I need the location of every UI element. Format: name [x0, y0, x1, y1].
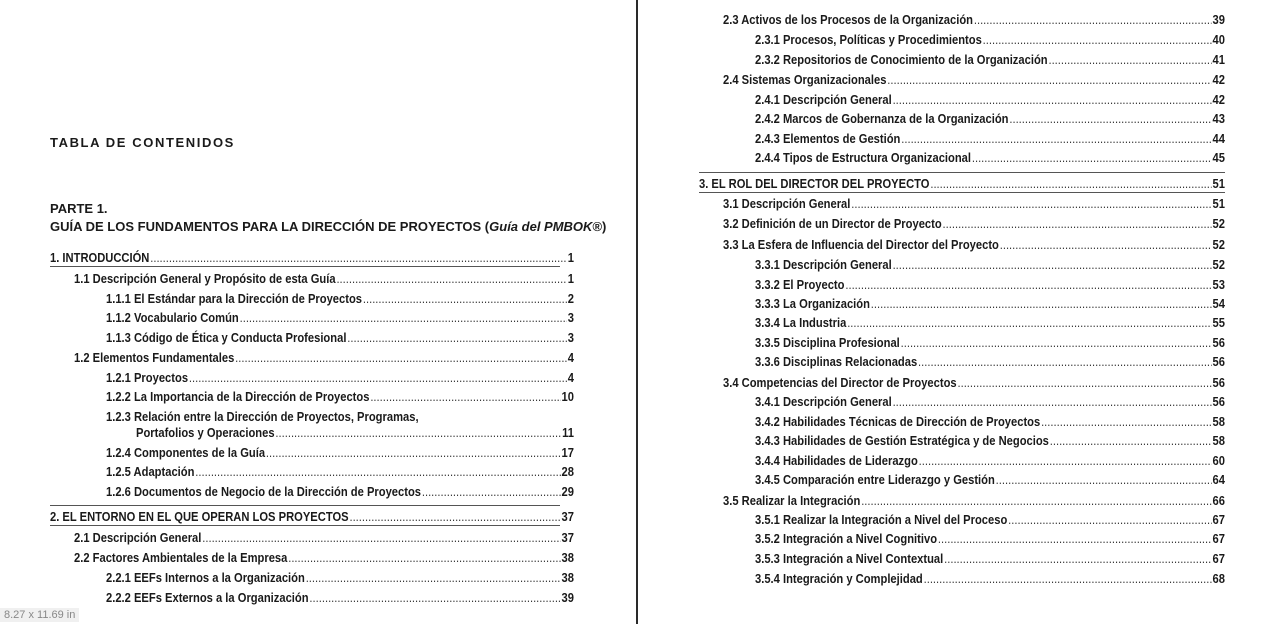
toc-entry-title: 1. INTRODUCCIÓN [50, 250, 150, 265]
toc-entry-page: 42 [1212, 72, 1225, 87]
toc-entry-leader [1000, 237, 1212, 252]
toc-entry[interactable] [755, 453, 1225, 468]
section-rule [50, 525, 560, 526]
toc-entry[interactable] [106, 370, 574, 385]
toc-entry-title: 1.2.4 Componentes de la Guía [106, 445, 266, 460]
toc-entry[interactable] [106, 484, 574, 499]
toc-entry-title: 3.4.3 Habilidades de Gestión Estratégica y de Negocios [755, 433, 1049, 448]
toc-entry[interactable] [755, 92, 1225, 107]
toc-entry-page: 29 [561, 484, 574, 499]
toc-entry-title: 1.1 Descripción General y Propósito de esta Guía [74, 271, 336, 286]
toc-entry-title: 3.4.1 Descripción General [755, 394, 892, 409]
toc-entry-title: 2. EL ENTORNO EN EL QUE OPERAN LOS PROYECTOS [50, 509, 349, 524]
toc-entry-title: 1.1.2 Vocabulario Común [106, 310, 239, 325]
toc-entry-page: 56 [1212, 354, 1225, 369]
toc-entry-page: 66 [1212, 493, 1225, 508]
toc-entry-leader [349, 509, 560, 524]
toc-entry[interactable] [136, 425, 574, 440]
toc-entry[interactable] [755, 414, 1225, 429]
toc-entry-page: 43 [1212, 111, 1225, 126]
toc-entry-leader [893, 257, 1212, 272]
toc-entry-page: 28 [561, 464, 574, 479]
toc-entry-page: 67 [1212, 512, 1225, 527]
toc-entry-leader [845, 277, 1211, 292]
toc-entry-title: 1.2.5 Adaptación [106, 464, 195, 479]
toc-entry-page: 1 [567, 271, 574, 286]
toc-entry-leader [930, 176, 1211, 191]
toc-entry[interactable] [723, 493, 1225, 508]
toc-entry-leader [944, 551, 1212, 566]
toc-entry-title: 1.2.3 Relación entre la Dirección de Proyectos, Programas, [106, 409, 419, 424]
toc-entry[interactable] [755, 296, 1225, 311]
toc-entry-page: 58 [1212, 414, 1225, 429]
toc-entry-title: 1.2.1 Proyectos [106, 370, 189, 385]
toc-entry-page: 39 [561, 590, 574, 605]
toc-entry-page: 60 [1212, 453, 1225, 468]
toc-entry[interactable] [755, 150, 1225, 165]
toc-entry-title: 3.5.4 Integración y Complejidad [755, 571, 923, 586]
toc-entry[interactable] [755, 277, 1225, 292]
toc-entry-leader [202, 530, 560, 545]
toc-entry-title: 3.4.5 Comparación entre Liderazgo y Gestión [755, 472, 995, 487]
toc-entry-page: 4 [567, 370, 574, 385]
toc-entry[interactable] [106, 409, 574, 424]
toc-entry-leader [235, 350, 567, 365]
toc-entry-page: 58 [1212, 433, 1225, 448]
toc-entry-title: 2.4.2 Marcos de Gobernanza de la Organización [755, 111, 1009, 126]
toc-entry-title: 3.3.2 El Proyecto [755, 277, 845, 292]
toc-entry[interactable] [106, 291, 574, 306]
toc-entry-leader [943, 216, 1212, 231]
toc-entry[interactable] [755, 571, 1225, 586]
toc-entry-leader [150, 250, 567, 265]
toc-entry-leader [363, 291, 567, 306]
toc-entry[interactable] [50, 250, 574, 265]
toc-entry-leader [974, 12, 1212, 27]
toc-entry-page: 56 [1212, 394, 1225, 409]
toc-entry[interactable] [755, 315, 1225, 330]
toc-entry-title: 3. EL ROL DEL DIRECTOR DEL PROYECTO [699, 176, 930, 191]
toc-entry-title: 3.5.3 Integración a Nivel Contextual [755, 551, 944, 566]
toc-entry[interactable] [755, 394, 1225, 409]
toc-entry-title: Portafolios y Operaciones [136, 425, 275, 440]
toc-entry-page: 67 [1212, 551, 1225, 566]
toc-entry-page: 52 [1212, 257, 1225, 272]
toc-entry-page: 52 [1212, 237, 1225, 252]
toc-entry-leader [1041, 414, 1212, 429]
toc-entry[interactable] [106, 445, 574, 460]
toc-entry-leader [918, 354, 1212, 369]
toc-entry[interactable] [106, 590, 574, 605]
toc-entry-leader [336, 271, 566, 286]
toc-entry-leader [275, 425, 561, 440]
toc-entry-page: 37 [561, 530, 574, 545]
toc-entry-leader [851, 196, 1211, 211]
toc-entry[interactable] [723, 72, 1225, 87]
toc-entry-title: 3.5.2 Integración a Nivel Cognitivo [755, 531, 938, 546]
toc-entry-title: 2.2.1 EEFs Internos a la Organización [106, 570, 305, 585]
toc-entry-leader [887, 72, 1211, 87]
toc-entry[interactable] [74, 530, 574, 545]
toc-entry[interactable] [755, 354, 1225, 369]
toc-entry-title: 2.3 Activos de los Procesos de la Organización [723, 12, 973, 27]
toc-entry-title: 2.2 Factores Ambientales de la Empresa [74, 550, 288, 565]
toc-entry[interactable] [106, 330, 574, 345]
toc-entry-title: 3.3.3 La Organización [755, 296, 870, 311]
toc-entry-page: 37 [561, 509, 574, 524]
toc-entry[interactable] [755, 433, 1225, 448]
toc-entry-title: 3.1 Descripción General [723, 196, 851, 211]
toc-entry[interactable] [106, 389, 574, 404]
toc-entry-title: 3.3.1 Descripción General [755, 257, 892, 272]
toc-entry[interactable] [106, 464, 574, 479]
toc-entry-page: 38 [561, 550, 574, 565]
toc-entry-page: 3 [567, 330, 574, 345]
toc-entry-page: 17 [561, 445, 574, 460]
toc-entry-page: 1 [567, 250, 574, 265]
toc-entry-leader [1050, 433, 1212, 448]
toc-entry-page: 52 [1212, 216, 1225, 231]
toc-entry-leader [919, 453, 1212, 468]
toc-entry-leader [983, 32, 1212, 47]
toc-entry-leader [1008, 512, 1212, 527]
toc-entry-page: 64 [1212, 472, 1225, 487]
toc-entry-title: 1.2.2 La Importancia de la Dirección de Proyectos [106, 389, 370, 404]
section-rule [50, 505, 560, 506]
page-size-label: 8.27 x 11.69 in [0, 608, 79, 622]
toc-entry-page: 53 [1212, 277, 1225, 292]
toc-heading: TABLA DE CONTENIDOS [50, 135, 235, 150]
toc-entry-leader [861, 493, 1212, 508]
toc-entry-leader [189, 370, 567, 385]
toc-entry[interactable] [755, 531, 1225, 546]
page-divider [636, 0, 638, 624]
toc-entry-title: 1.2 Elementos Fundamentales [74, 350, 235, 365]
toc-entry-title: 3.5 Realizar la Integración [723, 493, 861, 508]
toc-entry[interactable] [755, 472, 1225, 487]
toc-entry-page: 44 [1212, 131, 1225, 146]
toc-entry-page: 45 [1212, 150, 1225, 165]
toc-entry[interactable] [723, 12, 1225, 27]
toc-entry-page: 38 [561, 570, 574, 585]
toc-entry-page: 56 [1212, 335, 1225, 350]
toc-entry-title: 1.1.3 Código de Ética y Conducta Profesional [106, 330, 347, 345]
toc-entry[interactable] [50, 509, 574, 524]
toc-entry[interactable] [755, 52, 1225, 67]
toc-entry-title: 2.2.2 EEFs Externos a la Organización [106, 590, 309, 605]
toc-entry[interactable] [74, 271, 574, 286]
toc-entry-title: 2.4.4 Tipos de Estructura Organizacional [755, 150, 972, 165]
toc-entry-title: 3.3.5 Disciplina Profesional [755, 335, 900, 350]
toc-entry[interactable] [74, 550, 574, 565]
section-rule [699, 172, 1225, 173]
toc-entry[interactable] [723, 375, 1225, 390]
toc-entry-title: 2.3.2 Repositorios de Conocimiento de la Organización [755, 52, 1048, 67]
toc-entry-title: 2.1 Descripción General [74, 530, 202, 545]
toc-entry-leader [1048, 52, 1211, 67]
toc-entry[interactable] [699, 176, 1225, 191]
section-rule [50, 266, 560, 267]
toc-entry-page: 3 [567, 310, 574, 325]
toc-entry-leader [847, 315, 1211, 330]
toc-entry-title: 2.4.3 Elementos de Gestión [755, 131, 901, 146]
toc-entry-leader [266, 445, 561, 460]
toc-entry-title: 3.4 Competencias del Director de Proyectos [723, 375, 957, 390]
toc-entry-title: 2.4.1 Descripción General [755, 92, 892, 107]
toc-entry-leader [972, 150, 1212, 165]
toc-entry-page: 67 [1212, 531, 1225, 546]
toc-entry[interactable] [755, 512, 1225, 527]
toc-entry[interactable] [106, 310, 574, 325]
part-title: PARTE 1. [50, 201, 108, 216]
toc-entry-page: 11 [562, 425, 574, 440]
toc-entry-leader [306, 570, 561, 585]
toc-entry-leader [347, 330, 567, 345]
toc-entry-leader [1009, 111, 1211, 126]
toc-entry-title: 3.4.4 Habilidades de Liderazgo [755, 453, 918, 468]
toc-entry[interactable] [723, 216, 1225, 231]
toc-entry[interactable] [755, 131, 1225, 146]
toc-entry-title: 3.2 Definición de un Director de Proyecto [723, 216, 942, 231]
section-rule [699, 192, 1225, 193]
toc-entry-title: 3.4.2 Habilidades Técnicas de Dirección de Proyectos [755, 414, 1041, 429]
toc-entry-leader [195, 464, 560, 479]
toc-entry-page: 55 [1212, 315, 1225, 330]
toc-entry-title: 3.5.1 Realizar la Integración a Nivel del Proceso [755, 512, 1008, 527]
part-subtitle: GUÍA DE LOS FUNDAMENTOS PARA LA DIRECCIÓN DE PROYECTOS (Guía del PMBOK®) [50, 219, 607, 234]
toc-entry-title: 1.2.6 Documentos de Negocio de la Dirección de Proyectos [106, 484, 422, 499]
toc-entry-page: 40 [1212, 32, 1225, 47]
toc-entry-page: 2 [567, 291, 574, 306]
toc-entry-page: 42 [1212, 92, 1225, 107]
toc-entry-page: 51 [1212, 196, 1225, 211]
toc-entry[interactable] [74, 350, 574, 365]
toc-entry-title: 3.3.6 Disciplinas Relacionadas [755, 354, 918, 369]
toc-entry-leader [309, 590, 560, 605]
toc-entry-page: 68 [1212, 571, 1225, 586]
toc-entry-page: 56 [1212, 375, 1225, 390]
toc-entry-title: 3.3.4 La Industria [755, 315, 847, 330]
toc-entry-leader [240, 310, 567, 325]
toc-entry-leader [893, 92, 1212, 107]
toc-entry-leader [957, 375, 1211, 390]
toc-entry-leader [288, 550, 560, 565]
toc-entry-page: 41 [1212, 52, 1225, 67]
toc-entry[interactable] [755, 32, 1225, 47]
toc-entry-leader [893, 394, 1212, 409]
toc-entry-leader [871, 296, 1212, 311]
toc-entry[interactable] [755, 335, 1225, 350]
toc-entry-page: 4 [567, 350, 574, 365]
toc-entry-title: 2.4 Sistemas Organizacionales [723, 72, 887, 87]
toc-entry[interactable] [723, 237, 1225, 252]
toc-entry-page: 54 [1212, 296, 1225, 311]
toc-entry-leader [924, 571, 1212, 586]
toc-entry[interactable] [755, 257, 1225, 272]
toc-entry[interactable] [723, 196, 1225, 211]
toc-entry-page: 39 [1212, 12, 1225, 27]
toc-entry-page: 10 [561, 389, 574, 404]
toc-entry-leader [901, 335, 1212, 350]
toc-entry-leader [370, 389, 560, 404]
toc-entry-leader [938, 531, 1212, 546]
toc-entry-page: 51 [1212, 176, 1225, 191]
toc-entry[interactable] [106, 570, 574, 585]
toc-entry-leader [422, 484, 561, 499]
toc-entry[interactable] [755, 551, 1225, 566]
toc-entry-title: 1.1.1 El Estándar para la Dirección de Proyectos [106, 291, 363, 306]
toc-entry-title: 3.3 La Esfera de Influencia del Director del Proyecto [723, 237, 999, 252]
toc-entry-leader [996, 472, 1212, 487]
toc-entry[interactable] [755, 111, 1225, 126]
toc-entry-leader [901, 131, 1211, 146]
toc-entry-title: 2.3.1 Procesos, Políticas y Procedimientos [755, 32, 982, 47]
